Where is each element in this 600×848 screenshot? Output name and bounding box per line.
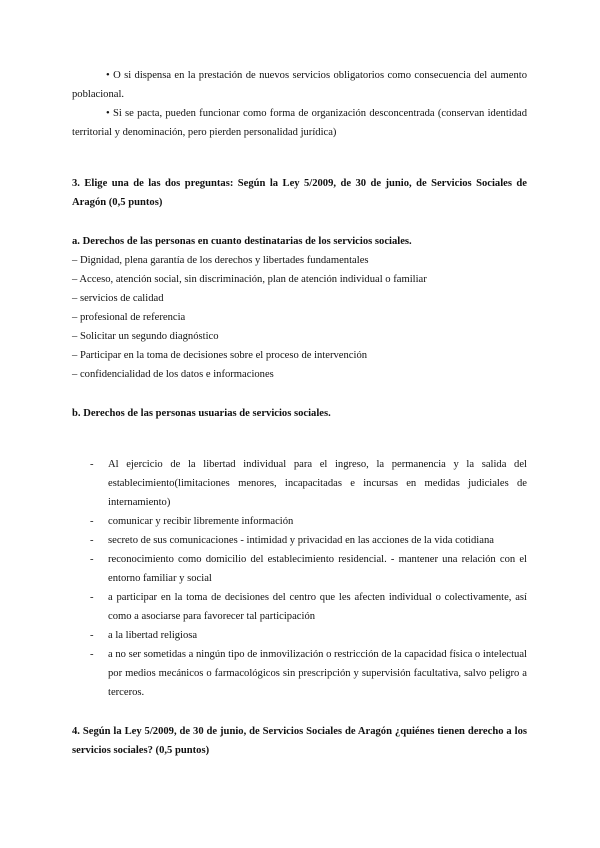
bullet-glyph: • <box>106 70 110 81</box>
section-b-item-text: Al ejercicio de la libertad individual para el ingreso, la permanencia y la salida del establecimiento(limitaciones menores, incapacitadas e incursas en medidas judiciales de internamiento) <box>108 459 527 508</box>
section-b-item <box>72 588 527 626</box>
section-b-item <box>72 455 527 512</box>
section-b-item-text: comunicar y recibir libremente información <box>108 516 294 527</box>
section-b-heading: b. Derechos de las personas usuarias de servicios sociales. <box>72 408 331 419</box>
question-3-heading: 3. Elige una de las dos preguntas: Según la Ley 5/2009, de 30 de junio, de Servicios Sociales de Aragón (0,5 puntos) <box>72 178 527 208</box>
bullet-glyph: • <box>106 108 110 119</box>
section-b-item-text: a no ser sometidas a ningún tipo de inmovilización o restricción de la capacidad física o intelectual por medios mecánicos o farmacológicos sin prescripción y supervisión facultativa, salvo peligro a terceros. <box>108 649 527 698</box>
dash-marker: - <box>90 554 94 565</box>
intro-bullet-1 <box>72 66 527 104</box>
question-4-heading: 4. Según la Ley 5/2009, de 30 de junio, de Servicios Sociales de Aragón ¿quiénes tienen derecho a los servicios sociales? (0,5 puntos) <box>72 726 527 756</box>
section-b-item <box>72 626 527 645</box>
section-a-item: – Solicitar un segundo diagnóstico <box>72 331 219 342</box>
dash-marker: - <box>90 535 94 546</box>
section-a-item: – confidencialidad de los datos e informaciones <box>72 369 274 380</box>
section-a-item: – Acceso, atención social, sin discriminación, plan de atención individual o familiar <box>72 274 427 285</box>
section-b-item <box>72 550 527 588</box>
intro-bullet-2 <box>72 104 527 142</box>
document-page <box>72 66 527 760</box>
section-a-item: – profesional de referencia <box>72 312 186 323</box>
dash-marker: - <box>90 649 94 660</box>
dash-marker: - <box>90 592 94 603</box>
dash-marker: - <box>90 630 94 641</box>
section-b-item <box>72 645 527 702</box>
section-b-list <box>72 455 527 702</box>
section-a-item: – servicios de calidad <box>72 293 164 304</box>
section-b-item <box>72 512 527 531</box>
section-b-item-text: reconocimiento como domicilio del establecimiento residencial. - mantener una relación con el entorno familiar y social <box>108 554 527 584</box>
intro-bullet-text: Si se pacta, pueden funcionar como forma de organización desconcentrada (conservan identidad territorial y denominación, pero pierden personalidad jurídica) <box>72 108 527 138</box>
section-b-item-text: a la libertad religiosa <box>108 630 198 641</box>
section-b-item <box>72 531 527 550</box>
section-a-item: – Dignidad, plena garantía de los derechos y libertades fundamentales <box>72 255 369 266</box>
section-b-item-text: a participar en la toma de decisiones del centro que les afecten individual o colectivamente, así como a asociarse para favorecer tal participación <box>108 592 527 622</box>
dash-marker: - <box>90 459 94 470</box>
section-a-heading: a. Derechos de las personas en cuanto destinatarias de los servicios sociales. <box>72 236 412 247</box>
intro-bullet-text: O si dispensa en la prestación de nuevos servicios obligatorios como consecuencia del aumento poblacional. <box>72 70 527 100</box>
dash-marker: - <box>90 516 94 527</box>
section-b-item-text: secreto de sus comunicaciones - intimidad y privacidad en las acciones de la vida cotidiana <box>108 535 494 546</box>
section-a-item: – Participar en la toma de decisiones sobre el proceso de intervención <box>72 350 368 361</box>
